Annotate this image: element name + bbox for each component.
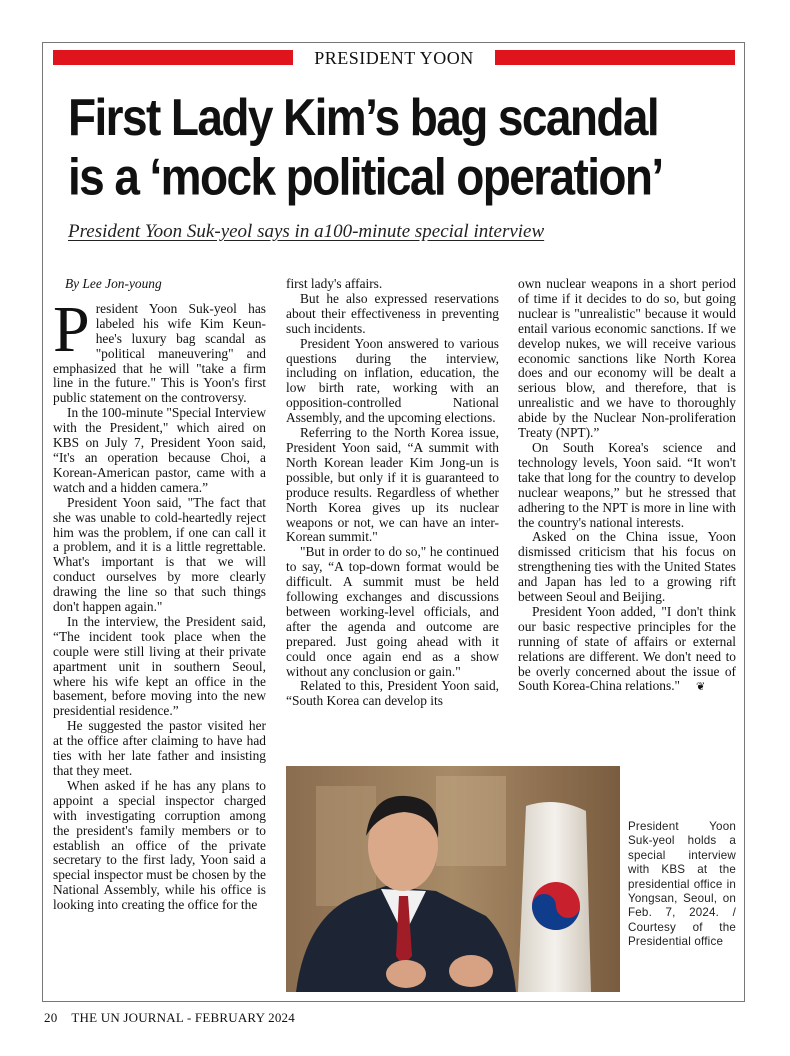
photo-illustration [286, 766, 620, 992]
drop-cap: P [53, 292, 90, 366]
photo-caption: President Yoon Suk-yeol holds a special interview with KBS at the presidential office in Yongsan, Seoul, on Feb. 7, 2024. / Courtesy of the Presidential office [628, 820, 736, 949]
lead-paragraph: President Yoon Suk-yeol has labeled his wife Kim Keun-hee's luxury bag scandal as "political maneuvering" and emphasized that he will "take a firm line in the future." This is Yoon's first public statement on the controversy. [53, 292, 266, 406]
paragraph: When asked if he has any plans to appoint a special inspector charged with investigating corruption among the president's family members or to establish an office of the private secretary to the first lady, Yoon said a special inspector must be chosen by the National Assembly, while his office is looking into creating the office for the [53, 777, 266, 913]
byline: By Lee Jon-young [65, 276, 162, 291]
section-rule-left [53, 50, 293, 65]
paragraph: President Yoon said, "The fact that she was unable to cold-heartedly reject him was the problem, if one can call it a problem, and it is a little regrettable. What's important is that we will conduct ourselves by more clearly drawing the line so that such things don't happen again." [53, 494, 266, 615]
article-column-2 [286, 277, 499, 709]
paragraph: first lady's affairs. [286, 276, 383, 291]
paragraph: President Yoon added, "I don't think our basic respective principles for the running of state of affairs or external relations are different. We don't need to be overly concerned about the issue of South Korea-China relations." ❦ [518, 603, 736, 694]
paragraph: In the interview, the President said, “The incident took place when the couple were still living at their private apartment unit in southern Seoul, where his wife kept an office in the basement, before moving into the new presidential residence.” [53, 613, 266, 719]
publication-name: THE UN JOURNAL - FEBRUARY 2024 [71, 1010, 295, 1025]
paragraph: But he also expressed reservations about their effectiveness in preventing such incidents. [286, 290, 499, 336]
paragraph: Asked on the China issue, Yoon dismissed criticism that his focus on strengthening ties with the United States and Japan has led to a growing rift between Seoul and Beijing. [518, 529, 736, 605]
section-label: PRESIDENT YOON [314, 48, 474, 68]
page-footer [44, 1010, 295, 1026]
headline-line-2: is a ‘mock political operation’ [68, 147, 663, 206]
president-interview-photo [286, 766, 620, 992]
headline-line-1: First Lady Kim’s bag scandal [68, 88, 659, 147]
headline [68, 88, 738, 207]
subheadline: President Yoon Suk-yeol says in a100-minute special interview [68, 221, 545, 242]
section-rule-right [495, 50, 735, 65]
paragraph: own nuclear weapons in a short period of time if it decides to do so, but going nuclear is "unrealistic" because it would entail various economic sanctions. If we develop nukes, we will receive various economic sanctions like North Korea does and our economy will be dealt a serious blow, and therefore, that is unrealistic and we have to thoroughly abide by the Nuclear Non-proliferation Treaty (NPT).” [518, 276, 736, 441]
paragraph: In the 100-minute "Special Interview with the President," which aired on KBS on July 7, President Yoon said, “It's an operation because Choi, a Korean-American pastor, came with a watch and a hidden camera.” [53, 405, 266, 495]
paragraph: On South Korea's science and technology levels, Yoon said. “It won't take that long for the country to develop nuclear weapons,” but he stressed that adhering to the NPT is more in line with the country's national interests. [518, 439, 736, 530]
paragraph: Related to this, President Yoon said, “South Korea can develop its [286, 678, 499, 709]
page-number: 20 [44, 1010, 58, 1025]
article-column-1 [53, 277, 266, 913]
paragraph: Referring to the North Korea issue, President Yoon said, “A summit with North Korean leader Kim Jong-un is possible, but only if it is guaranteed to produce results. Regardless of whether North Korea gives up its nuclear weapons or not, we can have an inter-Korean summit." [286, 425, 499, 545]
paragraph: "But in order to do so," he continued to say, “A top-down format would be difficult. A summit must be held following exchanges and discussions between working-level officials, and after the agenda and outcome are prepared. Just going ahead with it could once again end as a show without any conclusion or gain." [286, 544, 499, 679]
end-mark-icon: ❦ [696, 681, 706, 694]
section-header [53, 48, 735, 68]
paragraph: He suggested the pastor visited her at the office after claiming to have had ties with her late father and insisting that they meet. [53, 718, 266, 778]
paragraph: President Yoon answered to various questions during the interview, including on inflation, education, the low birth rate, working with an opposition-controlled National Assembly, and the upcoming elections. [286, 335, 499, 426]
article-column-3 [518, 277, 736, 695]
